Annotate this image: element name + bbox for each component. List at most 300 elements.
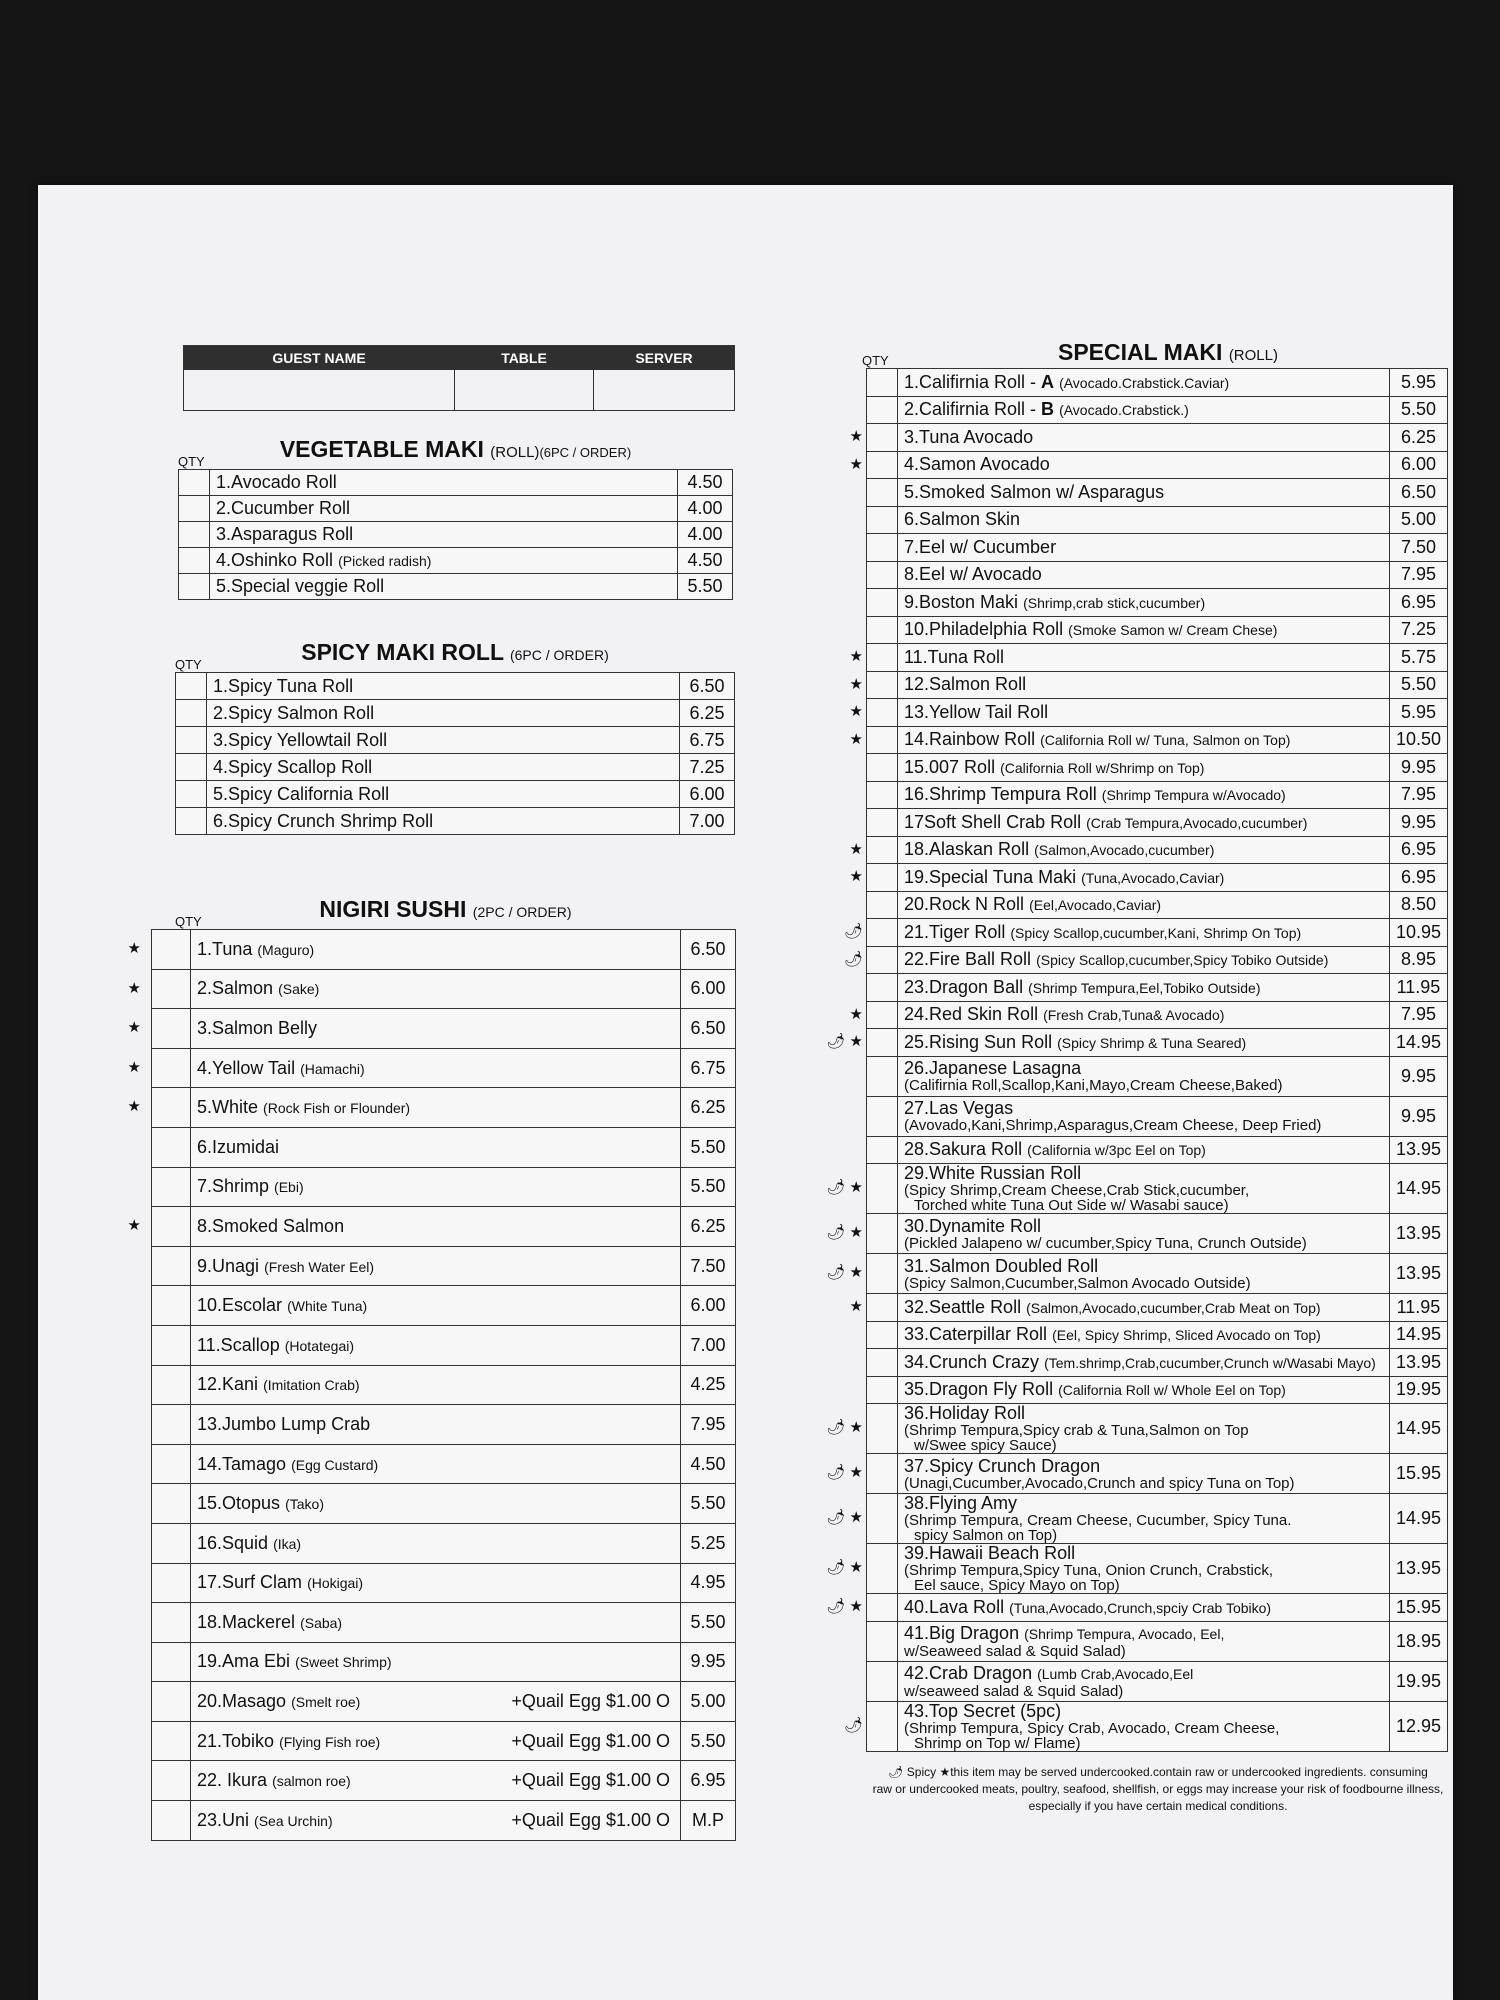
qty-box[interactable] <box>152 930 191 970</box>
item-name: 5.Special veggie Roll <box>216 576 385 596</box>
quail-egg-option[interactable]: +Quail Egg $1.00 O <box>511 1730 670 1751</box>
item-name-cell <box>898 946 1390 974</box>
item-price: 7.50 <box>681 1246 736 1286</box>
item-description: Torched white Tuna Out Side w/ Wasabi sauce) <box>914 1197 1229 1214</box>
qty-box[interactable] <box>152 1325 191 1365</box>
item-price: 6.75 <box>681 1048 736 1088</box>
section-note: (6PC / ORDER) <box>539 445 632 460</box>
quail-egg-option[interactable]: +Quail Egg $1.00 O <box>511 1770 670 1791</box>
qty-box[interactable] <box>867 1254 898 1294</box>
section-subtitle: (ROLL) <box>1228 347 1278 364</box>
qty-box[interactable] <box>867 1349 898 1377</box>
qty-box[interactable] <box>867 1164 898 1214</box>
item-price: 6.00 <box>680 781 735 808</box>
section-note: (6PC / ORDER) <box>509 647 609 663</box>
item-description: (Tuna,Avocado,Caviar) <box>1081 869 1225 886</box>
item-description: (Avovado,Kani,Shrimp,Asparagus,Cream Cheese, Deep Fried) <box>904 1117 1322 1134</box>
qty-box[interactable] <box>152 1484 191 1524</box>
item-description: (Imitation Crab) <box>263 1377 360 1394</box>
menu-row <box>867 754 1448 782</box>
menu-row <box>152 1207 736 1247</box>
item-name-cell <box>898 1594 1390 1622</box>
item-name-cell <box>898 1214 1390 1254</box>
item-name: 16.Shrimp Tempura Roll <box>904 784 1097 805</box>
item-name-cell <box>898 534 1390 562</box>
item-name: 16.Squid <box>197 1532 269 1553</box>
item-variant: A <box>1041 371 1055 392</box>
qty-box[interactable] <box>152 1523 191 1563</box>
qty-box[interactable] <box>867 891 898 919</box>
qty-box[interactable] <box>176 808 207 835</box>
qty-box[interactable] <box>867 671 898 699</box>
qty-box[interactable] <box>867 1701 898 1751</box>
qty-box[interactable] <box>152 1603 191 1643</box>
item-name: 37.Spicy Crunch Dragon <box>904 1455 1101 1476</box>
qty-box[interactable] <box>176 727 207 754</box>
qty-box[interactable] <box>867 479 898 507</box>
item-name-cell <box>207 808 680 835</box>
footnote-line: especially if you have certain medical conditions. <box>1028 1798 1288 1813</box>
menu-row <box>867 1349 1448 1377</box>
item-price: 7.95 <box>681 1405 736 1445</box>
qty-box[interactable] <box>867 1096 898 1136</box>
table-field[interactable] <box>455 370 594 410</box>
item-name: 26.Japanese Lasagna <box>904 1058 1082 1078</box>
item-description: (Fresh Water Eel) <box>264 1258 375 1275</box>
qty-box[interactable] <box>867 1214 898 1254</box>
item-name-cell <box>210 496 678 522</box>
item-name: 23.Uni <box>197 1809 250 1830</box>
qty-box[interactable] <box>176 700 207 727</box>
qty-box[interactable] <box>867 1001 898 1029</box>
spicy-raw-marker: 🌶 ★ <box>826 1179 863 1196</box>
spicy-raw-marker: 🌶 ★ <box>826 1224 863 1241</box>
item-price: 15.95 <box>1389 1594 1447 1622</box>
quail-egg-option[interactable]: +Quail Egg $1.00 O <box>511 1691 670 1712</box>
item-price: 14.95 <box>1389 1321 1447 1349</box>
item-name-cell <box>191 1563 681 1603</box>
item-description: (Shrimp Tempura,Eel,Tobiko Outside) <box>1028 979 1261 996</box>
item-description: (Picked radish) <box>338 553 432 569</box>
item-name-cell <box>898 1544 1390 1594</box>
item-description: (Ika) <box>273 1535 302 1552</box>
qty-box[interactable] <box>867 1544 898 1594</box>
item-price: 6.00 <box>1389 451 1447 479</box>
item-description: w/Swee spicy Sauce) <box>914 1437 1057 1454</box>
qty-box[interactable] <box>867 919 898 947</box>
menu-row <box>152 1761 736 1801</box>
item-name: 17Soft Shell Crab Roll <box>904 811 1082 832</box>
item-name-cell <box>191 1801 681 1841</box>
item-price: 6.50 <box>1389 479 1447 507</box>
menu-row <box>152 1088 736 1128</box>
item-name: 6.Spicy Crunch Shrimp Roll <box>213 810 434 831</box>
qty-box[interactable] <box>867 781 898 809</box>
qty-label: QTY <box>175 914 202 929</box>
item-description: (Tuna,Avocado,Crunch,spciy Crab Tobiko) <box>1009 1599 1272 1616</box>
qty-box[interactable] <box>152 1167 191 1207</box>
qty-box[interactable] <box>867 506 898 534</box>
qty-box[interactable] <box>152 1365 191 1405</box>
menu-row <box>176 700 735 727</box>
menu-row <box>867 671 1448 699</box>
item-name-cell <box>207 673 680 700</box>
item-price: 9.95 <box>1389 809 1447 837</box>
item-name: 13.Yellow Tail Roll <box>904 701 1049 722</box>
item-name: 27.Las Vegas <box>904 1098 1014 1118</box>
qty-box[interactable] <box>152 1246 191 1286</box>
item-name: 4.Yellow Tail <box>197 1057 296 1078</box>
qty-box[interactable] <box>867 1404 898 1454</box>
item-name: 36.Holiday Roll <box>904 1403 1026 1423</box>
qty-box[interactable] <box>867 561 898 589</box>
item-name-cell <box>191 1048 681 1088</box>
item-price: 4.95 <box>681 1563 736 1603</box>
spicy-raw-marker: ★ <box>849 456 863 473</box>
menu-row <box>152 1246 736 1286</box>
menu-row <box>867 1001 1448 1029</box>
qty-box[interactable] <box>867 974 898 1002</box>
menu-row <box>152 1365 736 1405</box>
item-description: (Hamachi) <box>300 1060 365 1077</box>
qty-box[interactable] <box>152 1444 191 1484</box>
menu-row <box>867 1294 1448 1322</box>
qty-box[interactable] <box>867 699 898 727</box>
item-name-cell <box>191 1761 681 1801</box>
item-price: 6.25 <box>1389 424 1447 452</box>
item-price: 15.95 <box>1389 1454 1447 1494</box>
item-name: 32.Seattle Roll <box>904 1296 1022 1317</box>
item-name: 18.Mackerel <box>197 1611 296 1632</box>
qty-box[interactable] <box>152 1801 191 1841</box>
item-name-cell <box>898 1254 1390 1294</box>
qty-box[interactable] <box>152 1761 191 1801</box>
item-price: 7.25 <box>680 754 735 781</box>
menu-row <box>152 1405 736 1445</box>
item-price: 5.50 <box>1389 396 1447 424</box>
item-name-cell <box>191 1009 681 1049</box>
menu-row <box>179 496 733 522</box>
item-name-cell <box>191 1682 681 1722</box>
item-name: 31.Salmon Doubled Roll <box>904 1255 1099 1276</box>
spicy-raw-marker: ★ <box>849 841 863 858</box>
spicy-raw-marker: ★ <box>849 428 863 445</box>
item-description: (Smelt roe) <box>291 1694 361 1711</box>
item-price: 6.00 <box>681 1286 736 1326</box>
item-description: (California Roll w/ Whole Eel on Top) <box>1058 1382 1286 1399</box>
qty-box[interactable] <box>867 754 898 782</box>
item-price: 7.00 <box>680 808 735 835</box>
item-name: 40.Lava Roll <box>904 1596 1005 1617</box>
menu-row <box>867 1376 1448 1404</box>
item-name: 18.Alaskan Roll <box>904 839 1030 860</box>
qty-box[interactable] <box>867 534 898 562</box>
item-description: (Hotategai) <box>284 1337 355 1354</box>
menu-row <box>867 1404 1448 1454</box>
item-description: (Saba) <box>300 1614 343 1631</box>
item-name-cell <box>191 1405 681 1445</box>
item-price: 5.50 <box>681 1603 736 1643</box>
qty-box[interactable] <box>152 1642 191 1682</box>
item-name-cell <box>210 548 678 574</box>
server-field[interactable] <box>594 370 734 410</box>
qty-box[interactable] <box>867 369 898 397</box>
item-name-cell <box>898 671 1390 699</box>
item-name-cell <box>898 589 1390 617</box>
menu-row <box>152 969 736 1009</box>
menu-row <box>176 673 735 700</box>
item-name: 20.Rock N Roll <box>904 894 1025 915</box>
qty-box[interactable] <box>179 522 210 548</box>
item-name-cell <box>898 506 1390 534</box>
qty-box[interactable] <box>867 1294 898 1322</box>
item-name-cell <box>898 396 1390 424</box>
item-line <box>904 1624 1383 1644</box>
item-name-cell <box>898 1029 1390 1057</box>
item-name-cell <box>898 1321 1390 1349</box>
item-description: (California Roll w/Shrimp on Top) <box>1000 759 1205 776</box>
menu-row <box>152 930 736 970</box>
qty-box[interactable] <box>176 673 207 700</box>
qty-box[interactable] <box>867 809 898 837</box>
menu-row <box>867 726 1448 754</box>
menu-row <box>176 754 735 781</box>
item-name-cell <box>898 1164 1390 1214</box>
qty-box[interactable] <box>179 574 210 600</box>
qty-box[interactable] <box>867 1494 898 1544</box>
item-price: 7.95 <box>1389 561 1447 589</box>
qty-box[interactable] <box>867 589 898 617</box>
item-name: 5.White <box>197 1097 259 1118</box>
item-price: 6.50 <box>681 930 736 970</box>
item-name: 3.Tuna Avocado <box>904 426 1034 447</box>
item-price: 11.95 <box>1389 1294 1447 1322</box>
item-name: 19.Special Tuna Maki <box>904 866 1077 887</box>
qty-box[interactable] <box>179 496 210 522</box>
item-name: 1.Tuna <box>197 938 253 959</box>
menu-row <box>152 1721 736 1761</box>
item-name: 3.Asparagus Roll <box>216 524 354 544</box>
item-name-cell <box>191 1246 681 1286</box>
qty-box[interactable] <box>867 1136 898 1164</box>
vegetable-maki-table <box>178 469 733 600</box>
qty-box[interactable] <box>176 754 207 781</box>
qty-box[interactable] <box>152 969 191 1009</box>
item-name-cell <box>898 1001 1390 1029</box>
item-name-cell <box>191 1721 681 1761</box>
item-description: (White Tuna) <box>287 1298 368 1315</box>
qty-box[interactable] <box>152 1682 191 1722</box>
qty-box[interactable] <box>179 470 210 496</box>
qty-box[interactable] <box>867 726 898 754</box>
qty-box[interactable] <box>867 644 898 672</box>
menu-row <box>176 808 735 835</box>
qty-box[interactable] <box>179 548 210 574</box>
item-name-cell <box>898 1056 1390 1096</box>
item-price: 14.95 <box>1389 1164 1447 1214</box>
menu-row <box>867 1214 1448 1254</box>
item-name-cell <box>207 727 680 754</box>
qty-box[interactable] <box>152 1286 191 1326</box>
item-name: 13.Jumbo Lump Crab <box>197 1413 371 1434</box>
item-description: (Hokigai) <box>307 1575 364 1592</box>
special-maki-table <box>866 368 1448 1752</box>
menu-row <box>867 1029 1448 1057</box>
qty-box[interactable] <box>867 1056 898 1096</box>
section-title: NIGIRI SUSHI <box>319 896 467 922</box>
menu-row <box>867 1701 1448 1751</box>
item-name-cell <box>898 699 1390 727</box>
spicy-raw-marker: 🌶 ★ <box>826 1464 863 1481</box>
menu-row <box>152 1484 736 1524</box>
menu-row <box>152 1444 736 1484</box>
spicy-maki-table <box>175 672 735 835</box>
item-name: 1.Spicy Tuna Roll <box>213 675 354 696</box>
qty-box[interactable] <box>152 1563 191 1603</box>
quail-egg-option[interactable]: +Quail Egg $1.00 O <box>511 1809 670 1830</box>
menu-row <box>867 1454 1448 1494</box>
menu-row <box>867 1164 1448 1214</box>
item-description: (Shrimp Tempura,Spicy Tuna, Onion Crunch, Crabstick, <box>904 1562 1274 1579</box>
item-variant: B <box>1041 399 1055 420</box>
item-name-cell <box>898 1621 1390 1661</box>
item-name-cell <box>898 781 1390 809</box>
qty-box[interactable] <box>867 836 898 864</box>
item-name-cell <box>898 1404 1390 1454</box>
qty-box[interactable] <box>176 781 207 808</box>
item-price: 11.95 <box>1389 974 1447 1002</box>
menu-row <box>867 699 1448 727</box>
menu-paper <box>38 185 1453 2000</box>
item-description: (salmon roe) <box>272 1773 351 1790</box>
item-name: 10.Philadelphia Roll <box>904 619 1064 640</box>
menu-row <box>867 946 1448 974</box>
item-description: (Pickled Jalapeno w/ cucumber,Spicy Tuna, Crunch Outside) <box>904 1234 1307 1252</box>
menu-row <box>176 781 735 808</box>
item-price: 5.50 <box>1389 671 1447 699</box>
item-name-cell <box>191 1365 681 1405</box>
item-price: 6.95 <box>1389 589 1447 617</box>
item-price: 9.95 <box>1389 754 1447 782</box>
item-description: (Shrimp Tempura w/Avocado) <box>1101 787 1286 804</box>
item-price: 5.95 <box>1389 699 1447 727</box>
item-name-cell <box>207 700 680 727</box>
menu-row <box>867 479 1448 507</box>
item-name-cell <box>191 1207 681 1247</box>
qty-box[interactable] <box>867 1454 898 1494</box>
item-price: 13.95 <box>1389 1136 1447 1164</box>
vegetable-maki-heading <box>178 436 733 469</box>
section-title: VEGETABLE MAKI <box>279 436 484 462</box>
item-name: 5.Smoked Salmon w/ Asparagus <box>904 481 1165 502</box>
item-description: (California Roll w/ Tuna, Salmon on Top) <box>1040 732 1291 749</box>
item-price: 14.95 <box>1389 1494 1447 1544</box>
menu-row <box>867 369 1448 397</box>
item-name: 29.White Russian Roll <box>904 1163 1082 1183</box>
qty-box[interactable] <box>152 1127 191 1167</box>
item-name: 9.Unagi <box>197 1255 260 1276</box>
item-price: 6.00 <box>681 969 736 1009</box>
qty-box[interactable] <box>867 1661 898 1701</box>
menu-row <box>152 1603 736 1643</box>
item-price: 19.95 <box>1389 1376 1447 1404</box>
menu-row <box>867 781 1448 809</box>
qty-box[interactable] <box>867 424 898 452</box>
spicy-raw-marker: ★ <box>849 1298 863 1315</box>
item-name: 30.Dynamite Roll <box>904 1215 1042 1236</box>
item-description: (Eel,Avocado,Caviar) <box>1029 897 1162 914</box>
item-name-cell <box>191 1444 681 1484</box>
table-header: TABLE <box>501 350 547 366</box>
item-name-cell <box>191 1325 681 1365</box>
item-price: 9.95 <box>1389 1056 1447 1096</box>
nigiri-heading <box>153 896 738 929</box>
qty-box[interactable] <box>867 1376 898 1404</box>
qty-box[interactable] <box>867 946 898 974</box>
spicy-raw-marker: ★ <box>849 676 863 693</box>
item-name-cell <box>898 1349 1390 1377</box>
item-description: (Fresh Crab,Tuna& Avocado) <box>1043 1007 1225 1024</box>
qty-box[interactable] <box>152 1048 191 1088</box>
item-name: 14.Tamago <box>197 1453 287 1474</box>
item-price: 7.95 <box>1389 1001 1447 1029</box>
item-price: 7.95 <box>1389 781 1447 809</box>
item-description: (Shrimp,crab stick,cucumber) <box>1023 594 1206 611</box>
qty-box[interactable] <box>867 1621 898 1661</box>
item-price: 13.95 <box>1389 1544 1447 1594</box>
item-price: 6.95 <box>1389 836 1447 864</box>
qty-label: QTY <box>862 353 889 368</box>
item-name-cell <box>898 891 1390 919</box>
qty-box[interactable] <box>867 1594 898 1622</box>
qty-box[interactable] <box>867 396 898 424</box>
qty-box[interactable] <box>152 1405 191 1445</box>
item-name: 4.Oshinko Roll <box>216 550 334 570</box>
item-name-cell <box>207 781 680 808</box>
qty-box[interactable] <box>867 616 898 644</box>
menu-row <box>179 548 733 574</box>
item-price: 9.95 <box>1389 1096 1447 1136</box>
spicy-raw-marker: ★ <box>849 868 863 885</box>
item-price: 5.75 <box>1389 644 1447 672</box>
item-name: 8.Smoked Salmon <box>197 1215 345 1236</box>
item-name: 3.Spicy Yellowtail Roll <box>213 729 388 750</box>
qty-box[interactable] <box>152 1088 191 1128</box>
item-name: 2.Spicy Salmon Roll <box>213 702 375 723</box>
item-price: 5.25 <box>681 1523 736 1563</box>
special-maki-heading <box>862 339 1448 368</box>
item-price: 6.95 <box>681 1761 736 1801</box>
spicy-raw-marker: ★ <box>127 1059 141 1076</box>
item-description: (California w/3pc Eel on Top) <box>1027 1142 1206 1159</box>
qty-box[interactable] <box>867 451 898 479</box>
qty-box[interactable] <box>152 1009 191 1049</box>
qty-box[interactable] <box>867 864 898 892</box>
item-name: 25.Rising Sun Roll <box>904 1031 1053 1052</box>
guest-name-field[interactable] <box>184 370 455 410</box>
item-price: 14.95 <box>1389 1404 1447 1454</box>
item-price: 6.50 <box>681 1009 736 1049</box>
item-name-cell <box>210 522 678 548</box>
spicy-raw-marker: 🌶 ★ <box>826 1509 863 1526</box>
spicy-raw-marker: ★ <box>127 980 141 997</box>
qty-box[interactable] <box>867 1029 898 1057</box>
qty-box[interactable] <box>152 1207 191 1247</box>
item-description: (Egg Custard) <box>291 1456 379 1473</box>
qty-box[interactable] <box>152 1721 191 1761</box>
qty-box[interactable] <box>867 1321 898 1349</box>
item-price: 6.75 <box>680 727 735 754</box>
